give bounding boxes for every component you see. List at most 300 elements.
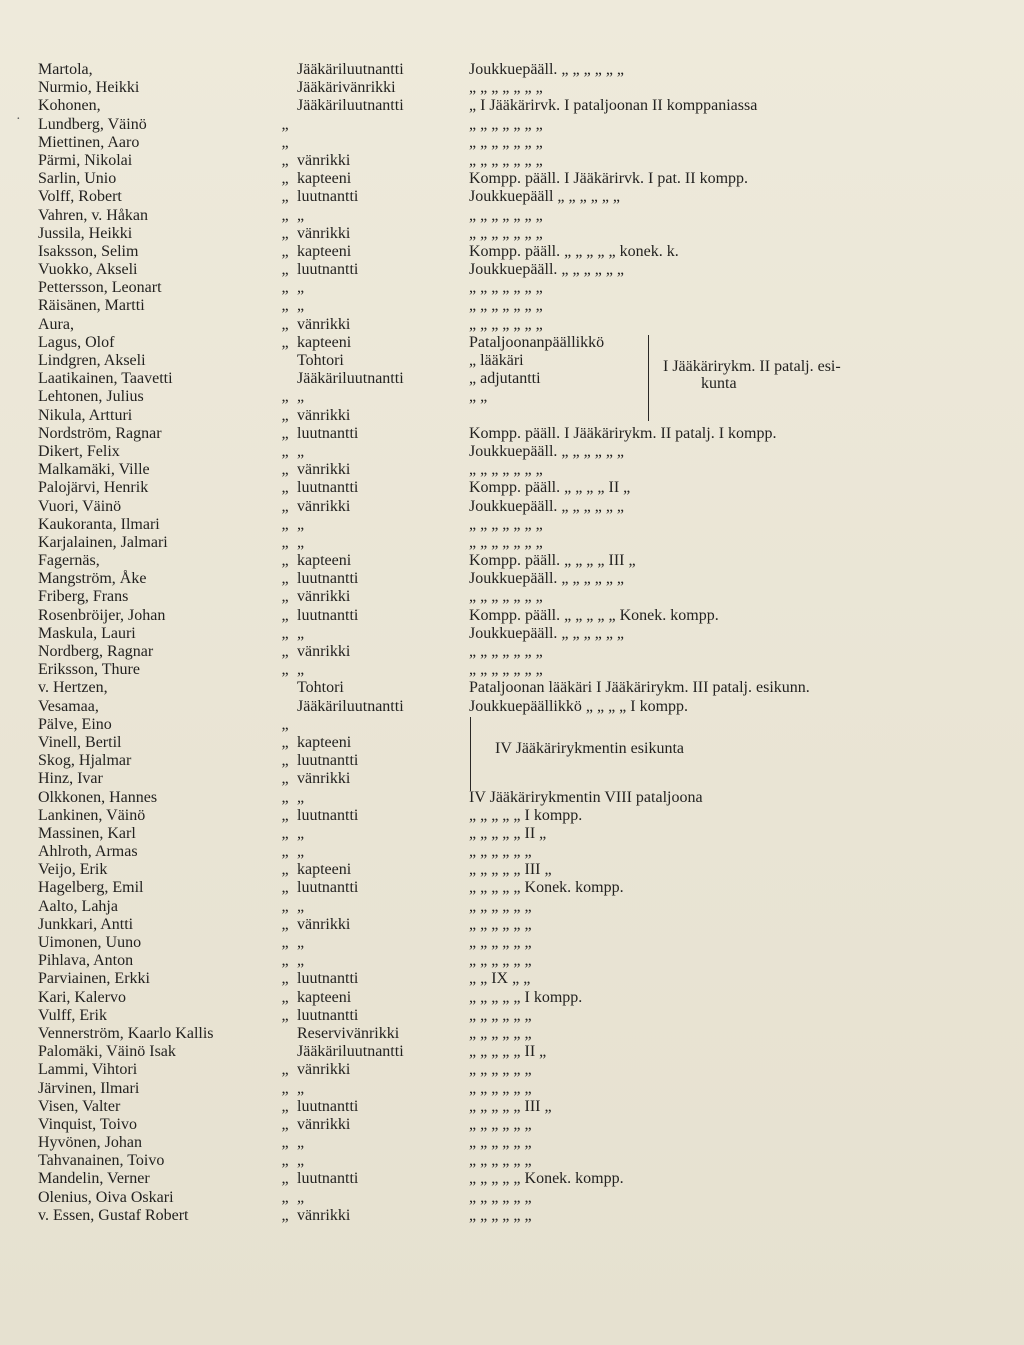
officer-name: Isaksson, Selim (38, 242, 139, 260)
officer-rank: vänrikki (297, 770, 351, 788)
officer-rank: luutnantti (297, 970, 359, 988)
roster-row (0, 879, 1024, 897)
roster-row (0, 61, 1024, 79)
ditto-mark: „ (281, 388, 289, 406)
officer-post: „ „ „ „ „ „ (469, 952, 532, 970)
ditto-mark: „ (281, 461, 289, 479)
officer-post: „ „ „ „ „ III „ (469, 861, 552, 879)
roster-row (0, 770, 1024, 788)
ditto-mark: „ (281, 497, 289, 515)
ditto-mark: „ (281, 533, 289, 551)
officer-rank: kapteeni (297, 333, 352, 351)
officer-name: Miettinen, Aaro (38, 133, 140, 151)
roster-row (0, 716, 1024, 734)
officer-rank: luutnantti (297, 752, 359, 770)
ditto-mark: „ (281, 1097, 289, 1115)
officer-rank: „ (297, 788, 305, 806)
ditto-mark: „ (281, 715, 289, 733)
officer-rank: luutnantti (297, 606, 359, 624)
roster-row (0, 989, 1024, 1007)
iv-staff-bracket (470, 717, 477, 791)
ditto-mark: „ (281, 333, 289, 351)
officer-name: Vinquist, Toivo (38, 1115, 137, 1133)
officer-name: Vesamaa, (38, 697, 99, 715)
officer-rank: „ (297, 843, 305, 861)
ditto-mark: „ (281, 406, 289, 424)
officer-name: Kohonen, (38, 97, 101, 115)
officer-rank: Tohtori (297, 679, 344, 697)
officer-rank: luutnantti (297, 806, 359, 824)
roster-row (0, 643, 1024, 661)
roster-row (0, 188, 1024, 206)
officer-name: v. Essen, Gustaf Robert (38, 1206, 189, 1224)
officer-name: v. Hertzen, (38, 679, 108, 697)
officer-post: „ „ „ „ „ „ (469, 1115, 532, 1133)
officer-name: Nurmio, Heikki (38, 79, 140, 97)
officer-post: „ „ „ „ „ I kompp. (469, 806, 583, 824)
officer-rank: kapteeni (297, 170, 352, 188)
officer-post: Joukkuepääll. „ „ „ „ „ „ (469, 442, 625, 460)
officer-name: Nikula, Artturi (38, 406, 133, 424)
officer-name: Parviainen, Erkki (38, 970, 150, 988)
officer-name: Vinell, Bertil (38, 733, 122, 751)
ditto-mark: „ (281, 570, 289, 588)
officer-post: Kompp. pääll. „ „ „ „ „ Konek. kompp. (469, 606, 719, 624)
ditto-mark: „ (281, 1061, 289, 1079)
roster-row (0, 134, 1024, 152)
officer-rank: kapteeni (297, 861, 352, 879)
roster-row (0, 1189, 1024, 1207)
ditto-mark: „ (281, 661, 289, 679)
officer-name: Räisänen, Martti (38, 297, 145, 315)
ditto-mark: „ (281, 1206, 289, 1224)
officer-post: „ „ (469, 388, 488, 406)
officer-name: Ahlroth, Armas (38, 843, 138, 861)
officer-name: Mandelin, Verner (38, 1170, 150, 1188)
officer-name: Massinen, Karl (38, 824, 136, 842)
officer-roster (0, 61, 1024, 1225)
officer-name: Nordberg, Ragnar (38, 643, 154, 660)
roster-row (0, 279, 1024, 297)
ditto-mark: „ (281, 1079, 289, 1097)
officer-rank: „ (297, 442, 305, 460)
officer-name: Jussila, Heikki (38, 224, 133, 242)
roster-row (0, 607, 1024, 625)
officer-post: „ I Jääkärirvk. I pataljoonan II komppaniassa (469, 97, 758, 115)
officer-rank: luutnantti (297, 570, 359, 588)
margin-mark: · (16, 112, 21, 127)
ditto-mark: „ (281, 952, 289, 970)
officer-post: „ adjutantti (469, 370, 541, 388)
roster-row (0, 152, 1024, 170)
officer-name: Palojärvi, Henrik (38, 479, 149, 497)
officer-post: „ „ IX „ „ (469, 970, 531, 988)
officer-rank: vänrikki (297, 461, 351, 479)
ditto-mark: „ (281, 733, 289, 751)
ditto-mark: „ (281, 479, 289, 497)
ditto-mark: „ (281, 915, 289, 933)
roster-row (0, 261, 1024, 279)
ditto-mark: „ (281, 188, 289, 206)
officer-name: Olenius, Oiva Oskari (38, 1188, 174, 1206)
officer-name: Hyvönen, Johan (38, 1134, 142, 1152)
officer-rank: „ (297, 897, 305, 915)
officer-post: „ „ „ „ „ I kompp. (469, 988, 583, 1006)
ditto-mark: „ (281, 588, 289, 606)
officer-rank: „ (297, 515, 305, 533)
officer-name: Vennerström, Kaarlo Kallis (38, 1024, 214, 1042)
ditto-mark: „ (281, 206, 289, 224)
officer-post: „ „ „ „ „ „ „ (469, 588, 543, 606)
officer-name: Rosenbröijer, Johan (38, 606, 166, 624)
officer-rank: vänrikki (297, 1061, 351, 1079)
officer-name: Mangström, Åke (38, 570, 147, 588)
officer-rank: Jääkäriluutnantti (297, 370, 404, 388)
officer-name: Veijo, Erik (38, 861, 108, 879)
officer-post: „ „ „ „ „ III „ (469, 1097, 552, 1115)
officer-rank: kapteeni (297, 552, 352, 570)
officer-name: Tahvanainen, Toivo (38, 1152, 165, 1170)
officer-post: „ „ „ „ „ „ (469, 1152, 532, 1170)
officer-post: „ „ „ „ „ „ „ (469, 206, 543, 224)
ditto-mark: „ (281, 315, 289, 333)
roster-row (0, 825, 1024, 843)
ditto-mark: „ (281, 133, 289, 151)
officer-post: Joukkuepääll. „ „ „ „ „ „ (469, 624, 625, 642)
officer-rank: kapteeni (297, 242, 352, 260)
officer-rank: luutnantti (297, 1006, 359, 1024)
officer-name: Nordström, Ragnar (38, 424, 162, 442)
roster-row (0, 534, 1024, 552)
officer-name: Vahren, v. Håkan (38, 206, 149, 224)
ditto-mark: „ (281, 1152, 289, 1170)
officer-name: Aura, (38, 315, 74, 333)
roster-row (0, 1152, 1024, 1170)
officer-post: „ „ „ „ „ „ (469, 1024, 532, 1042)
roster-row (0, 334, 1024, 352)
officer-rank: „ (297, 297, 305, 315)
ditto-mark: „ (281, 170, 289, 188)
officer-rank: „ (297, 624, 305, 642)
officer-rank: luutnantti (297, 261, 359, 279)
roster-row (0, 661, 1024, 679)
officer-name: Volff, Robert (38, 188, 122, 206)
ditto-mark: „ (281, 934, 289, 951)
officer-post: „ „ „ „ „ „ „ (469, 315, 543, 333)
ditto-mark: „ (281, 261, 289, 279)
officer-rank: Reservivänrikki (297, 1024, 400, 1042)
officer-rank: vänrikki (297, 151, 351, 169)
officer-post: Joukkuepääll. „ „ „ „ „ „ (469, 261, 625, 279)
roster-row (0, 225, 1024, 243)
ditto-mark: „ (281, 297, 289, 315)
roster-row (0, 1025, 1024, 1043)
ditto-mark: „ (281, 1170, 289, 1188)
ditto-mark: „ (281, 1188, 289, 1206)
officer-rank: luutnantti (297, 479, 359, 497)
officer-name: Palomäki, Väinö Isak (38, 1043, 176, 1061)
officer-rank: luutnantti (297, 879, 359, 897)
roster-row (0, 297, 1024, 315)
officer-rank: „ (297, 1079, 305, 1097)
officer-rank: luutnantti (297, 424, 359, 442)
officer-rank: vänrikki (297, 406, 351, 424)
ditto-mark: „ (281, 861, 289, 879)
iv-staff-label: IV Jääkärirykmentin esikunta (495, 740, 684, 757)
officer-rank: luutnantti (297, 1097, 359, 1115)
officer-name: Vuokko, Akseli (38, 261, 138, 279)
officer-name: Kaukoranta, Ilmari (38, 515, 160, 533)
ditto-mark: „ (281, 242, 289, 260)
ditto-mark: „ (281, 770, 289, 788)
officer-post: „ „ „ „ „ „ „ (469, 461, 543, 479)
officer-rank: Jääkäriluutnantti (297, 61, 404, 78)
officer-post: „ „ „ „ „ „ (469, 1188, 532, 1206)
roster-row (0, 170, 1024, 188)
officer-name: Eriksson, Thure (38, 661, 140, 679)
roster-row (0, 116, 1024, 134)
roster-row (0, 97, 1024, 115)
officer-name: Karjalainen, Jalmari (38, 533, 168, 551)
officer-name: Lundberg, Väinö (38, 115, 147, 133)
officer-post: „ „ „ „ „ „ „ (469, 533, 543, 551)
officer-rank: vänrikki (297, 315, 351, 333)
officer-rank: vänrikki (297, 1115, 351, 1133)
officer-rank: vänrikki (297, 643, 351, 660)
ditto-mark: „ (281, 624, 289, 642)
officer-name: Laatikainen, Taavetti (38, 370, 173, 388)
officer-post: „ „ „ „ „ II „ (469, 1043, 547, 1061)
roster-row (0, 207, 1024, 225)
roster-row (0, 625, 1024, 643)
officer-name: Järvinen, Ilmari (38, 1079, 140, 1097)
officer-name: Sarlin, Unio (38, 170, 117, 188)
officer-name: Dikert, Felix (38, 442, 120, 460)
officer-post: „ „ „ „ „ Konek. kompp. (469, 879, 624, 897)
officer-post: Kompp. pääll. I Jääkärirykm. II patalj. I kompp. (469, 424, 777, 442)
ditto-mark: „ (281, 552, 289, 570)
officer-name: Friberg, Frans (38, 588, 129, 606)
officer-post: Kompp. pääll. „ „ „ „ III „ (469, 552, 636, 570)
officer-name: Pärmi, Nikolai (38, 151, 133, 169)
officer-post: „ „ „ „ „ Konek. kompp. (469, 1170, 624, 1188)
roster-row (0, 1061, 1024, 1079)
officer-rank: luutnantti (297, 188, 359, 206)
roster-row (0, 352, 1024, 370)
officer-rank: Jääkärivänrikki (297, 79, 396, 97)
ditto-mark: „ (281, 424, 289, 442)
roster-row (0, 698, 1024, 716)
officer-name: Lehtonen, Julius (38, 388, 144, 406)
officer-name: Junkkari, Antti (38, 915, 134, 933)
officer-name: Malkamäki, Ville (38, 461, 150, 479)
officer-name: Hagelberg, Emil (38, 879, 144, 897)
officer-rank: vänrikki (297, 497, 351, 515)
officer-name: Lankinen, Väinö (38, 806, 146, 824)
officer-post: „ „ „ „ „ „ „ (469, 224, 543, 242)
roster-row (0, 1007, 1024, 1025)
officer-rank: kapteeni (297, 988, 352, 1006)
officer-post: Joukkuepäällikkö „ „ „ „ I kompp. (469, 697, 689, 715)
ditto-mark: „ (281, 788, 289, 806)
officer-post: „ „ „ „ „ „ „ (469, 279, 543, 297)
ditto-mark: „ (281, 115, 289, 133)
officer-rank: Jääkäriluutnantti (297, 97, 404, 115)
roster-row (0, 479, 1024, 497)
officer-post: „ „ „ „ „ „ (469, 1006, 532, 1024)
officer-name: Pettersson, Leonart (38, 279, 162, 297)
officer-rank: kapteeni (297, 733, 352, 751)
officer-rank: Tohtori (297, 352, 344, 369)
ditto-mark: „ (281, 752, 289, 770)
roster-row (0, 1207, 1024, 1225)
ditto-mark: „ (281, 970, 289, 988)
officer-post: IV Jääkärirykmentin VIII pataljoona (469, 788, 703, 806)
officer-rank: „ (297, 661, 305, 679)
ditto-mark: „ (281, 643, 289, 660)
roster-row (0, 79, 1024, 97)
officer-rank: „ (297, 1188, 305, 1206)
roster-row (0, 861, 1024, 879)
officer-name: Pälve, Eino (38, 715, 112, 733)
officer-rank: „ (297, 1134, 305, 1152)
roster-row (0, 1080, 1024, 1098)
officer-name: Kari, Kalervo (38, 988, 126, 1006)
officer-rank: „ (297, 279, 305, 297)
officer-name: Pihlava, Anton (38, 952, 134, 970)
officer-post: „ „ „ „ „ „ „ (469, 515, 543, 533)
officer-post: Joukkuepääll. „ „ „ „ „ „ (469, 61, 625, 78)
ditto-mark: „ (281, 988, 289, 1006)
roster-row (0, 1116, 1024, 1134)
ditto-mark: „ (281, 606, 289, 624)
officer-post: „ „ „ „ „ „ (469, 1206, 532, 1224)
officer-post: Kompp. pääll. I Jääkärirvk. I pat. II kompp. (469, 170, 749, 188)
ditto-mark: „ (281, 515, 289, 533)
roster-row (0, 843, 1024, 861)
roster-row (0, 1134, 1024, 1152)
officer-post: Pataljoonanpäällikkö (469, 333, 605, 351)
officer-post: „ „ „ „ „ „ „ (469, 297, 543, 315)
roster-row (0, 407, 1024, 425)
officer-rank: „ (297, 388, 305, 406)
officer-post: „ „ „ „ „ „ (469, 1134, 532, 1152)
officer-post: „ „ „ „ „ „ (469, 1079, 532, 1097)
officer-name: Skog, Hjalmar (38, 752, 132, 770)
officer-post: „ „ „ „ „ „ (469, 843, 532, 861)
officer-rank: vänrikki (297, 588, 351, 606)
officer-rank: „ (297, 1152, 305, 1170)
officer-post: „ lääkäri (469, 352, 524, 369)
officer-name: Lagus, Olof (38, 333, 115, 351)
roster-row (0, 443, 1024, 461)
roster-row (0, 498, 1024, 516)
roster-row (0, 1098, 1024, 1116)
staff-bracket (648, 335, 655, 421)
officer-rank: „ (297, 952, 305, 970)
officer-name: Lindgren, Akseli (38, 352, 146, 369)
officer-post: „ „ „ „ „ „ „ (469, 643, 543, 660)
officer-rank: vänrikki (297, 1206, 351, 1224)
officer-rank: „ (297, 934, 305, 951)
officer-post: „ „ „ „ „ „ „ (469, 661, 543, 679)
ditto-mark: „ (281, 1006, 289, 1024)
officer-name: Vuori, Väinö (38, 497, 122, 515)
ditto-mark: „ (281, 824, 289, 842)
officer-post: Kompp. pääll. „ „ „ „ „ konek. k. (469, 242, 679, 260)
officer-name: Fagernäs, (38, 552, 100, 570)
roster-row (0, 789, 1024, 807)
officer-name: Maskula, Lauri (38, 624, 136, 642)
roster-row (0, 243, 1024, 261)
roster-row (0, 570, 1024, 588)
roster-row (0, 516, 1024, 534)
ditto-mark: „ (281, 279, 289, 297)
roster-row (0, 952, 1024, 970)
officer-post: „ „ „ „ „ „ „ (469, 79, 543, 97)
officer-name: Aalto, Lahja (38, 897, 118, 915)
roster-row (0, 1043, 1024, 1061)
officer-name: Lammi, Vihtori (38, 1061, 138, 1079)
officer-name: Hinz, Ivar (38, 770, 103, 788)
roster-row (0, 461, 1024, 479)
roster-row (0, 370, 1024, 388)
roster-row (0, 552, 1024, 570)
officer-name: Uimonen, Uuno (38, 934, 142, 951)
officer-rank: Jääkäriluutnantti (297, 1043, 404, 1061)
roster-row (0, 916, 1024, 934)
roster-row (0, 934, 1024, 952)
ditto-mark: „ (281, 1134, 289, 1152)
officer-post: Joukkuepääll. „ „ „ „ „ „ (469, 570, 625, 588)
officer-post: Joukkuepääll „ „ „ „ „ „ (469, 188, 621, 206)
roster-row (0, 588, 1024, 606)
ditto-mark: „ (281, 897, 289, 915)
officer-post: „ „ „ „ „ „ (469, 897, 532, 915)
staff-group-line1: I Jääkärirykm. II patalj. esi- (663, 358, 841, 375)
officer-post: „ „ „ „ „ „ „ (469, 115, 543, 133)
officer-name: Visen, Valter (38, 1097, 121, 1115)
ditto-mark: „ (281, 806, 289, 824)
officer-rank: „ (297, 533, 305, 551)
ditto-mark: „ (281, 1115, 289, 1133)
roster-row (0, 388, 1024, 406)
roster-row (0, 898, 1024, 916)
officer-post: „ „ „ „ „ „ (469, 1061, 532, 1079)
roster-row (0, 425, 1024, 443)
officer-post: Joukkuepääll. „ „ „ „ „ „ (469, 497, 625, 515)
ditto-mark: „ (281, 224, 289, 242)
ditto-mark: „ (281, 879, 289, 897)
staff-group-label (663, 358, 841, 392)
roster-row (0, 807, 1024, 825)
officer-rank: vänrikki (297, 915, 351, 933)
officer-post: Pataljoonan lääkäri I Jääkärirykm. III patalj. esikunn. (469, 679, 810, 697)
ditto-mark: „ (281, 442, 289, 460)
officer-name: Olkkonen, Hannes (38, 788, 158, 806)
officer-name: Vulff, Erik (38, 1006, 107, 1024)
officer-rank: „ (297, 206, 305, 224)
ditto-mark: „ (281, 843, 289, 861)
roster-row (0, 316, 1024, 334)
officer-post: Kompp. pääll. „ „ „ „ II „ (469, 479, 631, 497)
officer-post: „ „ „ „ „ „ (469, 915, 532, 933)
ditto-mark: „ (281, 151, 289, 169)
officer-post: „ „ „ „ „ „ „ (469, 133, 543, 151)
officer-post: „ „ „ „ „ „ „ (469, 151, 543, 169)
roster-row (0, 679, 1024, 697)
roster-row (0, 1170, 1024, 1188)
